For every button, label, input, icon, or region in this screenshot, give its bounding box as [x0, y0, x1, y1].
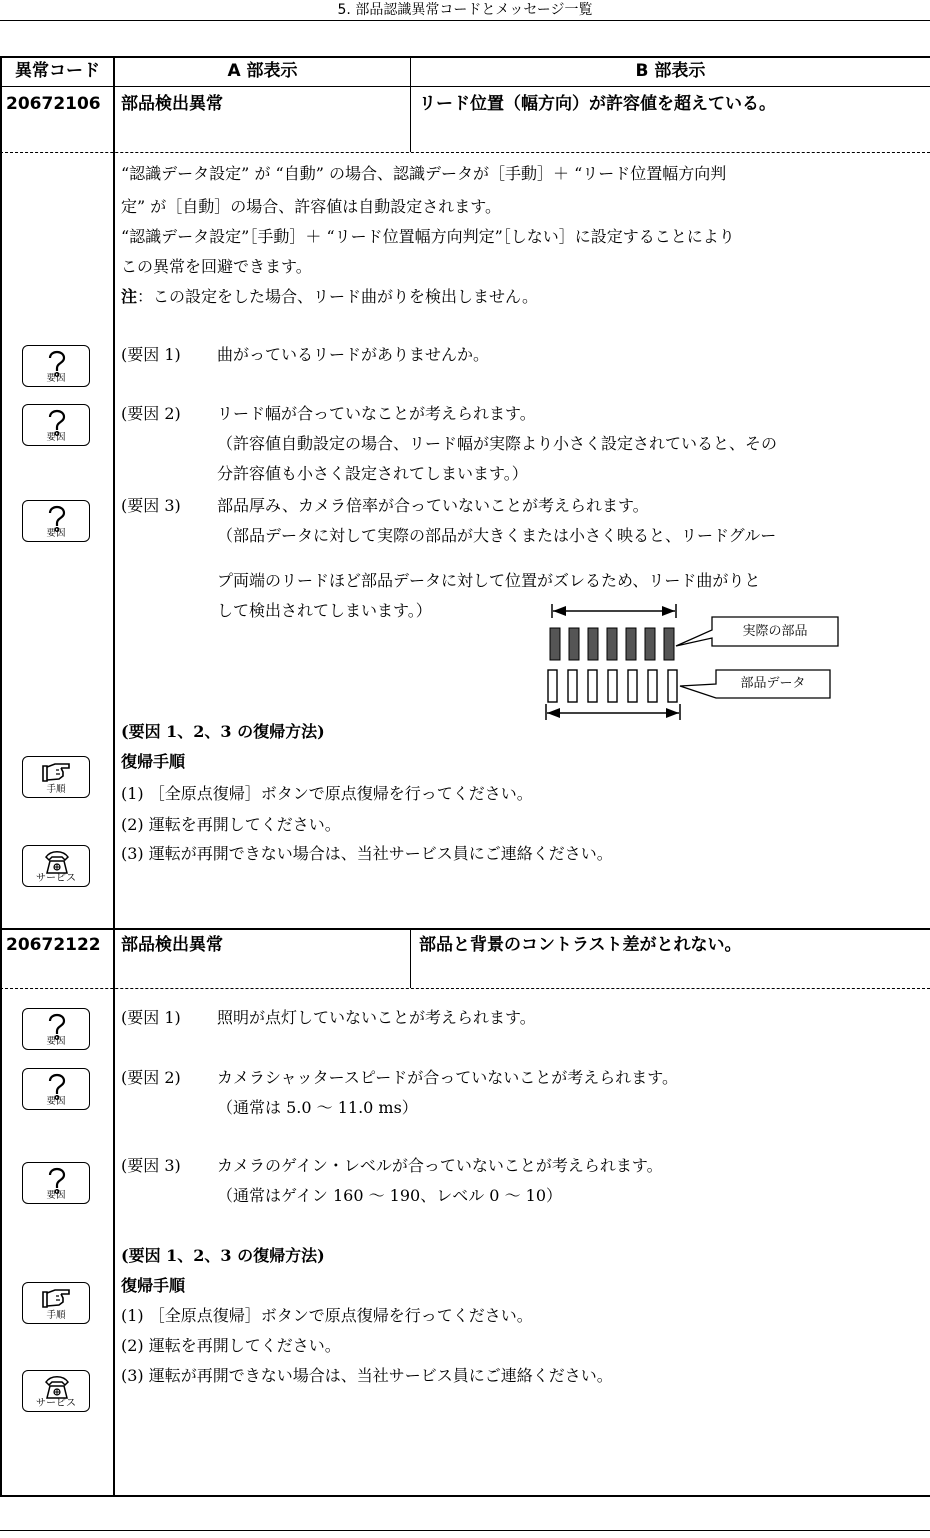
- actual-width-arrow: [552, 604, 676, 618]
- table-code-divider: [113, 56, 115, 1496]
- factor-label: (要因 2): [121, 1068, 181, 1087]
- b-display-text: リード位置（幅方向）が許容値を超えている。: [419, 94, 776, 114]
- procedure-icon-label: 手順: [46, 1310, 66, 1321]
- dashed-separator: [0, 988, 930, 989]
- page-title: 5. 部品認識異常コードとメッセージ一覧: [337, 2, 593, 18]
- pointing-hand-icon: [22, 1282, 90, 1324]
- header-rule: [0, 20, 930, 21]
- caution-label: 注: [121, 287, 138, 306]
- note-line: 定” が［自動］の場合、許容値は自動設定されます。: [121, 197, 501, 216]
- header-code: 異常コード: [15, 61, 100, 81]
- table-ab-divider-2: [410, 928, 411, 988]
- recovery-title: (要因 1、2、3 の復帰方法): [121, 722, 325, 741]
- recovery-title: (要因 1、2、3 の復帰方法): [121, 1246, 325, 1265]
- procedure-step: (1) ［全原点復帰］ボタンで原点復帰を行ってください。: [121, 784, 533, 803]
- factor-text: （通常はゲイン 160 ～ 190、レベル 0 ～ 10）: [217, 1186, 563, 1205]
- procedure-icon-label: 手順: [46, 784, 66, 795]
- caution-note: [121, 283, 538, 311]
- cause-icon-label: 要因: [46, 373, 66, 384]
- cause-icon: [22, 345, 90, 387]
- factor-text: （部品データに対して実際の部品が大きくまたは小さく映ると、リードグルー: [217, 526, 777, 545]
- telephone-icon: [22, 845, 90, 887]
- a-display-text: 部品検出異常: [121, 94, 223, 114]
- service-icon-label: サービス: [36, 1398, 76, 1409]
- error-code: 20672106: [6, 94, 101, 114]
- note-line: “認識データ設定” が “自動” の場合、認識データが［手動］＋ “リード位置幅方向判: [121, 164, 727, 183]
- cause-icon-label: 要因: [46, 1036, 66, 1047]
- component-data-label: 部品データ: [740, 676, 806, 691]
- factor-label: (要因 1): [121, 1008, 181, 1027]
- factor-text: 照明が点灯していないことが考えられます。: [217, 1008, 536, 1027]
- data-width-arrow: [546, 704, 680, 720]
- cause-icon: [22, 500, 90, 542]
- factor-label: (要因 1): [121, 345, 181, 364]
- procedure-title: 復帰手順: [121, 1276, 186, 1295]
- note-line: この異常を回避できます。: [121, 257, 312, 276]
- entry-2-top-border: [0, 928, 930, 930]
- error-code: 20672122: [6, 935, 101, 955]
- cause-icon: [22, 404, 90, 446]
- table-bottom-border: [0, 1495, 930, 1497]
- factor-text: リード幅が合っていなことが考えられます。: [217, 404, 536, 423]
- procedure-step: (3) 運転が再開できない場合は、当社サービス員にご連絡ください。: [121, 844, 613, 863]
- header-b-display: B 部表示: [635, 61, 706, 81]
- caution-text: ：この設定をした場合、リード曲がりを検出しません。: [137, 287, 538, 306]
- a-display-text: 部品検出異常: [121, 935, 223, 955]
- actual-component-leads: [550, 628, 674, 660]
- factor-text: カメラのゲイン・レベルが合っていないことが考えられます。: [217, 1156, 663, 1175]
- procedure-step: (2) 運転を再開してください。: [121, 1336, 341, 1355]
- dashed-separator: [0, 152, 930, 153]
- cause-icon-label: 要因: [46, 432, 66, 443]
- factor-text: （許容値自動設定の場合、リード幅が実際より小さく設定されていると、その: [217, 434, 778, 453]
- actual-component-label: 実際の部品: [742, 624, 808, 639]
- cause-icon-label: 要因: [46, 1190, 66, 1201]
- procedure-title: 復帰手順: [121, 752, 186, 771]
- factor-text: （通常は 5.0 ～ 11.0 ms）: [217, 1098, 418, 1117]
- header-a-display: A 部表示: [227, 61, 298, 81]
- service-icon-label: サービス: [36, 873, 76, 884]
- procedure-step: (1) ［全原点復帰］ボタンで原点復帰を行ってください。: [121, 1306, 533, 1325]
- component-data-leads: [548, 670, 677, 702]
- b-display-text: 部品と背景のコントラスト差がとれない。: [419, 935, 742, 955]
- factor-label: (要因 3): [121, 1156, 181, 1175]
- cause-icon-label: 要因: [46, 528, 66, 539]
- pointing-hand-icon: [22, 756, 90, 798]
- lead-position-figure: [540, 600, 850, 724]
- cause-icon: [22, 1162, 90, 1204]
- procedure-step: (2) 運転を再開してください。: [121, 815, 341, 834]
- table-left-border: [0, 56, 2, 1496]
- factor-label: (要因 3): [121, 496, 181, 515]
- factor-text: プ両端のリードほど部品データに対して位置がズレるため、リード曲がりと: [217, 571, 761, 590]
- factor-text: 分許容値も小さく設定されてしまいます。）: [217, 464, 528, 483]
- factor-text: 部品厚み、カメラ倍率が合っていないことが考えられます。: [217, 496, 649, 515]
- factor-text: カメラシャッタースピードが合っていないことが考えられます。: [217, 1068, 678, 1087]
- footer-rule: [0, 1530, 930, 1531]
- factor-text: して検出されてしまいます。）: [217, 601, 432, 620]
- cause-icon: [22, 1008, 90, 1050]
- cause-icon: [22, 1068, 90, 1110]
- cause-icon-label: 要因: [46, 1096, 66, 1107]
- procedure-step: (3) 運転が再開できない場合は、当社サービス員にご連絡ください。: [121, 1366, 613, 1385]
- note-line: “認識データ設定”［手動］＋ “リード位置幅方向判定”［しない］に設定することにより: [121, 227, 735, 246]
- factor-text: 曲がっているリードがありませんか。: [217, 345, 490, 364]
- factor-label: (要因 2): [121, 404, 181, 423]
- table-header-border: [0, 86, 930, 87]
- telephone-icon: [22, 1370, 90, 1412]
